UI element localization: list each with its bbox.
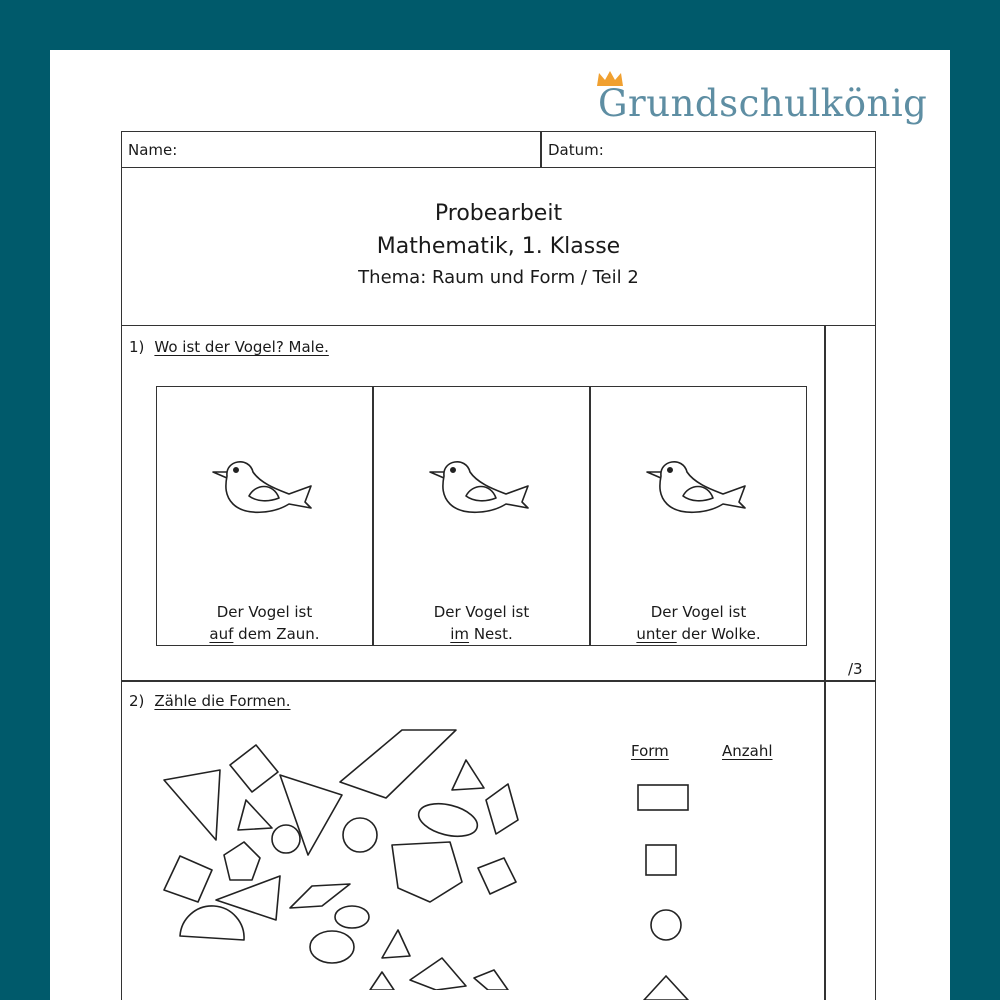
square-shape <box>410 958 466 990</box>
bird-card-1[interactable] <box>156 386 373 646</box>
triangle-shape <box>370 972 394 990</box>
date-label: Datum: <box>548 141 604 159</box>
card3-keyword: unter <box>636 625 677 643</box>
exam-topic: Thema: Raum und Form / Teil 2 <box>358 267 639 288</box>
count-column-header: Anzahl <box>722 742 773 760</box>
card2-rest: Nest. <box>469 625 513 643</box>
ellipse-shape <box>310 931 354 963</box>
semicircle-shape <box>180 906 244 940</box>
ellipse-shape <box>415 798 480 842</box>
worksheet <box>50 50 950 1000</box>
exam-subject: Mathematik, 1. Klasse <box>376 234 621 259</box>
triangle-shape <box>382 930 410 958</box>
pentagon-shape <box>392 842 462 902</box>
task2-number: 2) <box>129 692 145 710</box>
bird-card-2[interactable] <box>373 386 590 646</box>
card2-line1: Der Vogel ist <box>433 603 530 621</box>
square-shape <box>478 858 516 894</box>
circle-shape <box>272 825 300 853</box>
form-column-header: Form <box>631 742 669 760</box>
triangle-shape <box>280 775 342 855</box>
card2-line2 <box>374 625 589 643</box>
card3-line1: Der Vogel ist <box>650 603 747 621</box>
card1-line2 <box>157 625 372 643</box>
triangle-shape <box>452 760 484 790</box>
task1-instruction: Wo ist der Vogel? Male. <box>154 338 329 356</box>
card1-line1: Der Vogel ist <box>216 603 313 621</box>
task1-score: /3 <box>848 660 863 678</box>
shapes-cluster <box>150 690 520 990</box>
triangle-icon <box>644 976 688 1000</box>
task2-instruction: Zähle die Formen. <box>154 692 291 710</box>
name-label: Name: <box>128 141 178 159</box>
card1-rest: dem Zaun. <box>233 625 320 643</box>
bird-card-3[interactable] <box>590 386 807 646</box>
bird-icon <box>426 454 536 524</box>
pentagon-shape <box>474 970 508 990</box>
card1-keyword: auf <box>209 625 234 643</box>
triangle-shape <box>164 770 220 840</box>
header-divider <box>540 132 542 167</box>
task1-heading <box>129 338 329 356</box>
pentagon-shape <box>224 842 260 880</box>
parallelogram-shape <box>290 884 350 908</box>
rectangle-icon <box>638 785 688 810</box>
card2-keyword: im <box>450 625 470 643</box>
bird-icon <box>643 454 753 524</box>
square-shape <box>230 745 278 792</box>
task-separator <box>122 680 875 682</box>
brand-logo <box>598 72 938 132</box>
title-block <box>122 168 875 326</box>
task1-number: 1) <box>129 338 145 356</box>
rectangle-shape <box>486 784 518 834</box>
parallelogram-shape <box>340 730 456 798</box>
square-icon <box>646 845 676 875</box>
triangle-shape <box>238 800 272 830</box>
score-column-divider <box>824 326 826 1000</box>
ellipse-shape <box>335 906 369 928</box>
card3-line2 <box>591 625 806 643</box>
form-legend <box>558 770 718 1000</box>
square-shape <box>164 856 212 902</box>
circle-shape <box>343 818 377 852</box>
card3-rest: der Wolke. <box>676 625 761 643</box>
circle-icon <box>651 910 681 940</box>
exam-title: Probearbeit <box>434 201 563 226</box>
bird-icon <box>209 454 319 524</box>
triangle-shape <box>216 876 280 920</box>
brand-name: Grundschulkönig <box>598 82 928 125</box>
header-row <box>122 132 875 168</box>
